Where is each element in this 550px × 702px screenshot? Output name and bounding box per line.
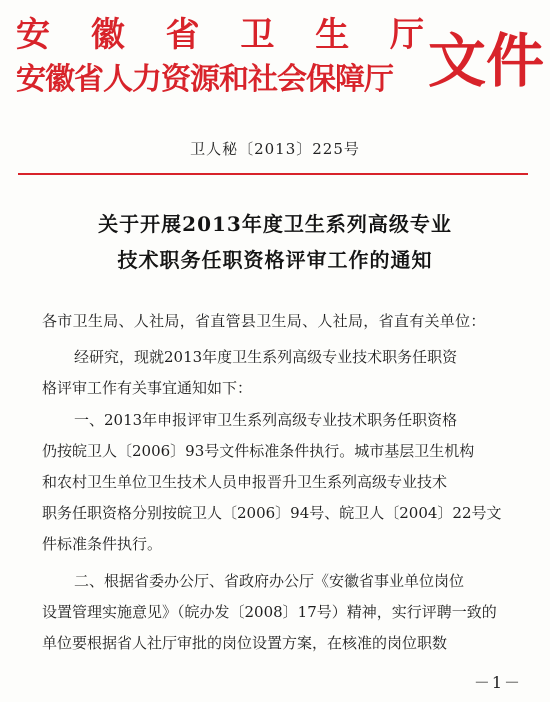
title-line-1: 关于开展2013年度卫生系列高级专业: [98, 212, 452, 236]
body-line: 经研究，现就2013年度卫生系列高级专业技术职务任职资: [74, 348, 458, 366]
org1-char: 厅: [389, 15, 424, 55]
org1-char: 安: [16, 15, 50, 55]
issuing-org-health-dept: [16, 16, 424, 54]
body-line: 格评审工作有关事宜通知如下：: [42, 379, 253, 397]
page-number: －1－: [473, 673, 522, 692]
red-divider-line: [18, 173, 528, 175]
document-number: 卫人秘〔2013〕225号: [190, 140, 360, 158]
org1-char: 卫: [240, 15, 275, 55]
org1-char: 徽: [90, 15, 125, 55]
body-line: 和农村卫生单位卫生技术人员申报晋升卫生系列高级专业技术: [42, 473, 448, 491]
title-line-2: 技术职务任职资格评审工作的通知: [117, 248, 433, 272]
body-line: 设置管理实施意见》（皖办发〔2008〕17号）精神，实行评聘一致的: [42, 603, 497, 621]
salutation: 各市卫生局、人社局，省直管县卫生局、人社局，省直有关单位：: [42, 312, 486, 330]
document-word: 文件: [428, 27, 545, 95]
org1-char: 生: [315, 15, 350, 55]
body-line: 职务任职资格分别按皖卫人〔2006〕94号、皖卫人〔2004〕22号文: [42, 504, 502, 522]
issuing-org-hr-dept: 安徽省人力资源和社会保障厅: [16, 62, 393, 97]
body-line: 件标准条件执行。: [42, 535, 163, 553]
body-line: 单位要根据省人社厅审批的岗位设置方案，在核准的岗位职数: [42, 634, 448, 652]
body-line: 仍按皖卫人〔2006〕93号文件标准条件执行。城市基层卫生机构: [42, 442, 475, 460]
body-line: 二、根据省委办公厅、省政府办公厅《安徽省事业单位岗位: [74, 572, 465, 590]
body-line: 一、2013年申报评审卫生系列高级专业技术职务任职资格: [74, 411, 458, 429]
letterhead: [0, 0, 550, 115]
org1-char: 省: [165, 15, 200, 55]
